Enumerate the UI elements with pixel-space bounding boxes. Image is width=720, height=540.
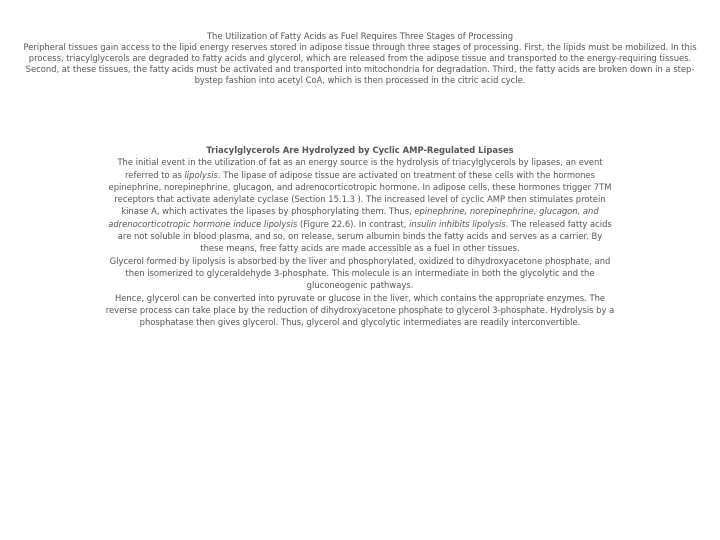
italic-term: insulin inhibits lipolysis [409, 218, 506, 229]
section-fatty-acid-processing [20, 31, 700, 86]
italic-term: epinephrine, norepinephrine, glucagon, and adrenocorticotropic hormone induce lipolysis [108, 206, 599, 229]
text-run: (Figure 22.6). In contrast, [297, 218, 410, 229]
lipolysis-paragraph [105, 156, 615, 254]
text-run: . The lipase of adipose tissue are activated on treatment of these cells with the hormones epinephrine, norepinephrine, glucagon, and adrenocorticotropic hormone. In adipose cells, these hormones trigger 7TM receptors that activate adenylate cyclase (Section 15.1.3 ). The increased level of cyclic AMP then stimulates protein kinase A, which activates the lipases by phosphorylating them. Thus, [108, 169, 612, 217]
section-heading: Triacylglycerols Are Hydrolyzed by Cyclic AMP-Regulated Lipases [206, 145, 514, 155]
section-paragraph: Peripheral tissues gain access to the lipid energy reserves stored in adipose tissue through three stages of processing. First, the lipids must be mobilized. In this process, triacylglycerols are degraded to fatty acids and glycerol, which are released from the adipose tissue and transported to the energy-requiring tissues. Second, at these tissues, the fatty acids must be activated and transported into mitochondria for degradation. Third, the fatty acids are broken down in a step-bystep fashion into acetyl CoA, which is then processed in the citric acid cycle. [23, 42, 697, 85]
text-run: . The released fatty acids are not soluble in blood plasma, and so, on release, serum albumin binds the fatty acids and serves as a carrier. By these means, free fatty acids are made accessible as a fuel in other tissues. [117, 218, 612, 254]
interconversion-paragraph: Hence, glycerol can be converted into pyruvate or glucose in the liver, which contains the appropriate enzymes. The reverse process can take place by the reduction of dihydroxyacetone phosphate to glycerol 3-phosphate. Hydrolysis by a phosphatase then gives glycerol. Thus, glycerol and glycolytic intermediates are readily interconvertible. [105, 292, 615, 328]
section-title: The Utilization of Fatty Acids as Fuel Requires Three Stages of Processing [206, 31, 514, 41]
glycerol-paragraph: Glycerol formed by lipolysis is absorbed by the liver and phosphorylated, oxidized to dihydroxyacetone phosphate, and then isomerized to glyceraldehyde 3-phosphate. This molecule is an intermediate in both the glycolytic and the gluconeogenic pathways. [109, 255, 611, 291]
section-lipolysis [105, 144, 615, 328]
text-run: The initial event in the utilization of fat as an energy source is the hydrolysis of triacylglycerols by lipases, an event referred to as [117, 157, 603, 180]
italic-term: lipolysis [184, 169, 218, 180]
